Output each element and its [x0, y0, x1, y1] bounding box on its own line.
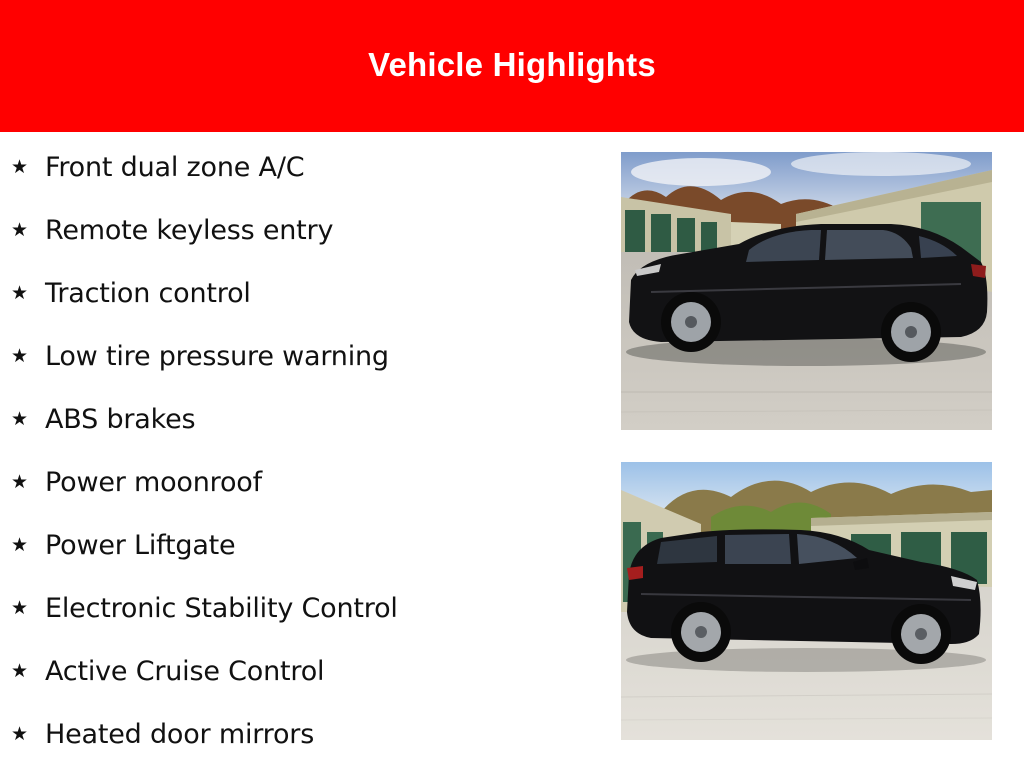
star-icon: ★ — [11, 660, 29, 682]
feature-item — [0, 199, 600, 262]
feature-label: Low tire pressure warning — [45, 341, 389, 372]
feature-item — [0, 451, 600, 514]
star-icon: ★ — [11, 156, 29, 178]
star-icon: ★ — [11, 219, 29, 241]
star-icon: ★ — [11, 471, 29, 493]
feature-label: Power Liftgate — [45, 530, 236, 561]
feature-item — [0, 577, 600, 640]
feature-list — [0, 136, 600, 766]
feature-label: Active Cruise Control — [45, 656, 325, 687]
feature-item — [0, 703, 600, 766]
header-banner — [0, 0, 1024, 132]
feature-item — [0, 262, 600, 325]
star-icon: ★ — [11, 345, 29, 367]
vehicle-photo-left-side — [621, 152, 992, 430]
page-title: Vehicle Highlights — [368, 46, 656, 83]
feature-item — [0, 640, 600, 703]
vehicle-photo-right-side — [621, 462, 992, 740]
star-icon: ★ — [11, 534, 29, 556]
feature-item — [0, 514, 600, 577]
feature-label: Heated door mirrors — [45, 719, 315, 750]
feature-label: Front dual zone A/C — [45, 152, 305, 183]
feature-label: Remote keyless entry — [45, 215, 334, 246]
feature-item — [0, 136, 600, 199]
feature-label: ABS brakes — [45, 404, 196, 435]
star-icon: ★ — [11, 282, 29, 304]
star-icon: ★ — [11, 723, 29, 745]
star-icon: ★ — [11, 408, 29, 430]
feature-label: Power moonroof — [45, 467, 262, 498]
feature-label: Electronic Stability Control — [45, 593, 398, 624]
feature-item — [0, 325, 600, 388]
feature-label: Traction control — [45, 278, 251, 309]
feature-item — [0, 388, 600, 451]
star-icon: ★ — [11, 597, 29, 619]
